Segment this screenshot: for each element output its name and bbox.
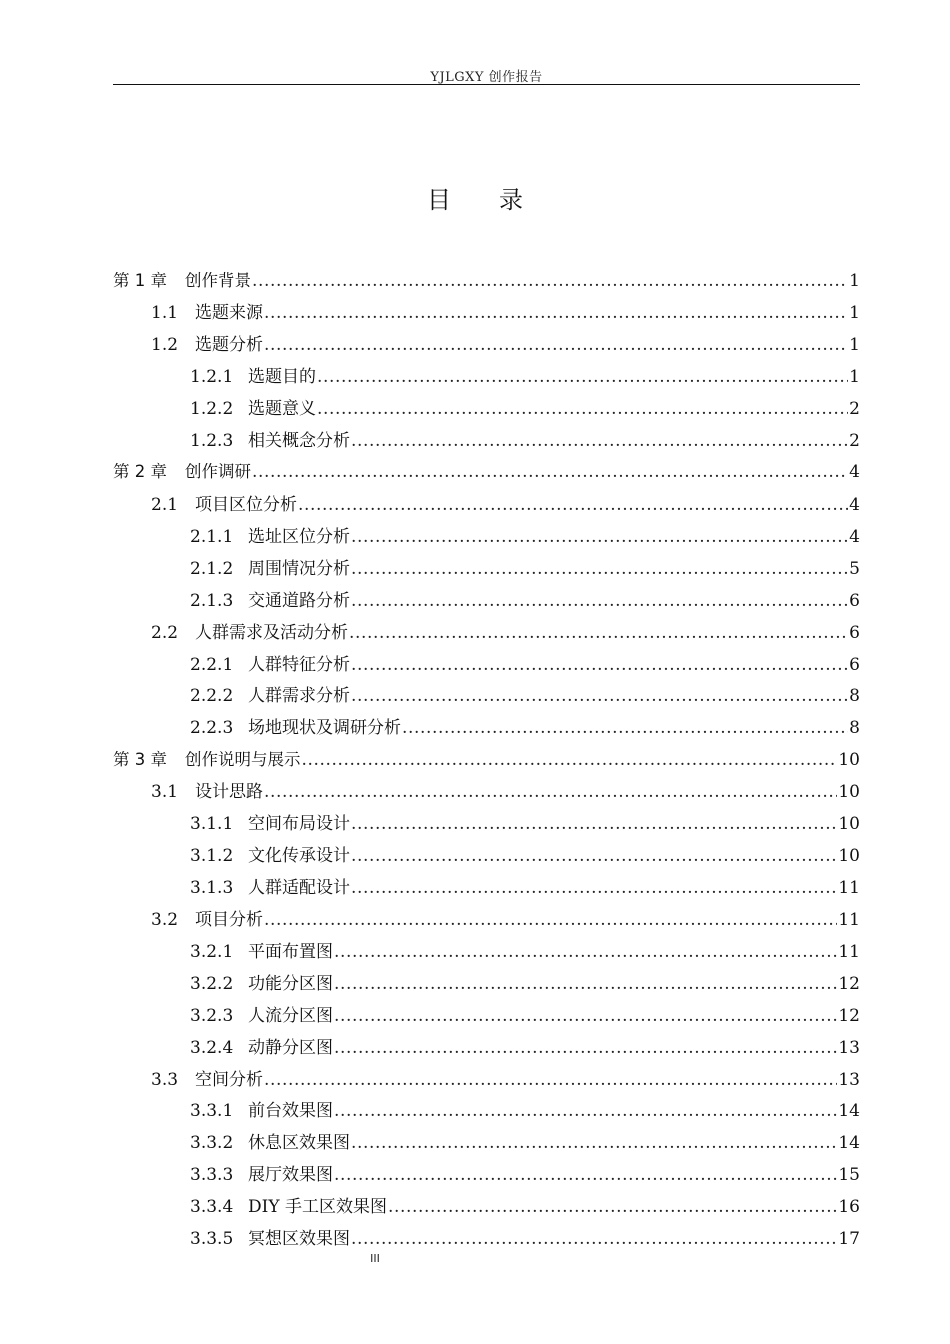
header-rule xyxy=(113,84,860,85)
toc-entry-title: 平面布置图 xyxy=(248,941,333,962)
toc-entry-title: 动静分区图 xyxy=(248,1037,333,1058)
toc-entry-title: 项目分析 xyxy=(195,909,263,930)
toc-dot-leader xyxy=(388,1197,837,1217)
toc-entry-link[interactable] xyxy=(151,777,860,802)
toc-entry-page: 6 xyxy=(849,654,860,675)
toc-dot-leader xyxy=(402,718,848,738)
toc-item xyxy=(113,1061,860,1093)
toc-item xyxy=(113,710,860,742)
toc-entry-page: 17 xyxy=(838,1229,860,1250)
toc-entry-title: 冥想区效果图 xyxy=(248,1229,350,1250)
toc-entry-link[interactable] xyxy=(113,746,860,770)
toc-entry-page: 12 xyxy=(838,973,860,994)
toc-dot-leader xyxy=(351,814,837,834)
toc-entry-link[interactable] xyxy=(190,809,860,834)
toc-item xyxy=(113,359,860,391)
toc-entry-page: 10 xyxy=(838,782,860,803)
toc-item xyxy=(113,997,860,1029)
toc-entry-page: 1 xyxy=(849,270,860,291)
toc-dot-leader xyxy=(351,655,848,675)
toc-entry-number: 2.1.1 xyxy=(190,526,234,547)
toc-entry-link[interactable] xyxy=(190,1128,860,1153)
toc-entry-link[interactable] xyxy=(190,681,860,706)
toc-title-char-2: 录 xyxy=(499,186,523,214)
toc-entry-title: 人群适配设计 xyxy=(248,877,350,898)
toc-entry-link[interactable] xyxy=(151,490,860,515)
toc-entry-title: 创作背景 xyxy=(185,270,251,290)
toc-dot-leader xyxy=(351,591,848,611)
toc-item xyxy=(113,1029,860,1061)
toc-dot-leader xyxy=(351,527,848,547)
toc-dot-leader xyxy=(264,303,848,323)
toc-item xyxy=(113,423,860,455)
toc-item xyxy=(113,327,860,359)
toc-dot-leader xyxy=(351,686,848,706)
toc-entry-link[interactable] xyxy=(190,1001,860,1026)
toc-entry-link[interactable] xyxy=(190,1033,860,1058)
toc-entry-page: 5 xyxy=(849,558,860,579)
toc-entry-link[interactable] xyxy=(151,298,860,323)
toc-entry-page: 1 xyxy=(849,303,860,324)
toc-dot-leader xyxy=(334,1006,837,1026)
toc-dot-leader xyxy=(317,399,848,419)
toc-dot-leader xyxy=(302,750,838,770)
toc-entry-number: 3.3.3 xyxy=(190,1165,234,1186)
running-header: YJLGXY 创作报告 xyxy=(430,70,543,85)
toc-entry-title: 空间分析 xyxy=(195,1069,263,1090)
toc-entry-page: 10 xyxy=(838,846,860,867)
toc-entry-number: 2.2.1 xyxy=(190,654,234,675)
toc-entry-title: 前台效果图 xyxy=(248,1101,333,1122)
toc-entry-number: 3.3.1 xyxy=(190,1101,234,1122)
toc-entry-title: 设计思路 xyxy=(195,782,263,803)
toc-dot-leader xyxy=(264,1070,837,1090)
page-number: III xyxy=(370,1252,380,1265)
toc-entry-number: 3.1.3 xyxy=(190,877,234,898)
toc-dot-leader xyxy=(298,495,848,515)
toc-dot-leader xyxy=(351,1229,837,1249)
toc-entry-page: 13 xyxy=(838,1037,860,1058)
toc-entry-title: 人群特征分析 xyxy=(248,654,350,675)
toc-item xyxy=(113,1093,860,1125)
toc-entry-number: 2.2 xyxy=(151,622,179,643)
toc-dot-leader xyxy=(351,878,837,898)
toc-entry-page: 6 xyxy=(849,590,860,611)
toc-title xyxy=(0,180,950,215)
toc-dot-leader xyxy=(334,1038,837,1058)
toc-item xyxy=(113,550,860,582)
toc-entry-page: 8 xyxy=(849,718,860,739)
toc-item xyxy=(113,806,860,838)
toc-dot-leader xyxy=(334,942,837,962)
toc-entry-title: 人流分区图 xyxy=(248,1005,333,1026)
toc-entry-title: 人群需求及活动分析 xyxy=(195,622,348,643)
toc-entry-title: 创作说明与展示 xyxy=(185,749,301,769)
toc-entry-number: 3.1 xyxy=(151,782,179,803)
toc-entry-link[interactable] xyxy=(113,458,860,482)
toc-entry-title: 选题来源 xyxy=(195,303,263,324)
toc-entry-title: 周围情况分析 xyxy=(248,558,350,579)
toc-item xyxy=(113,582,860,614)
toc-entry-title: 选址区位分析 xyxy=(248,526,350,547)
toc-entry-link[interactable] xyxy=(190,362,860,387)
toc-dot-leader xyxy=(351,559,848,579)
toc-entry-number: 3.2.4 xyxy=(190,1037,234,1058)
toc-entry-page: 12 xyxy=(838,1005,860,1026)
toc-entry-number: 3.2.3 xyxy=(190,1005,234,1026)
toc-item xyxy=(113,742,860,774)
toc-entry-title: 空间布局设计 xyxy=(248,814,350,835)
toc-entry-number: 3.3.4 xyxy=(190,1197,234,1218)
toc-item xyxy=(113,1125,860,1157)
toc-entry-number: 2.1.2 xyxy=(190,558,234,579)
toc-item xyxy=(113,774,860,806)
toc-entry-number: 3.2.1 xyxy=(190,941,234,962)
toc-entry-link[interactable] xyxy=(190,1096,860,1121)
toc-dot-leader xyxy=(334,1165,837,1185)
toc-entry-link[interactable] xyxy=(190,969,860,994)
toc-entry-link[interactable] xyxy=(190,713,860,738)
toc-entry-title: 休息区效果图 xyxy=(248,1133,350,1154)
toc-item xyxy=(113,391,860,423)
toc-dot-leader xyxy=(317,367,848,387)
toc-entry-link[interactable] xyxy=(190,650,860,675)
toc-entry-number: 1.2.1 xyxy=(190,367,234,388)
toc-entry-page: 8 xyxy=(849,686,860,707)
toc-entry-number: 2.2.3 xyxy=(190,718,234,739)
toc-entry-number: 2.1.3 xyxy=(190,590,234,611)
toc-entry-title: 文化传承设计 xyxy=(248,846,350,867)
toc-entry-link[interactable] xyxy=(190,1192,860,1217)
toc-entry-page: 14 xyxy=(838,1101,860,1122)
toc-entry-title: 交通道路分析 xyxy=(248,590,350,611)
toc-entry-page: 10 xyxy=(838,814,860,835)
toc-entry-link[interactable] xyxy=(190,426,860,451)
toc-entry-link[interactable] xyxy=(190,554,860,579)
toc-dot-leader xyxy=(264,910,837,930)
toc-item xyxy=(113,933,860,965)
toc-dot-leader xyxy=(349,623,848,643)
toc-item xyxy=(113,870,860,902)
toc-entry-number: 3.2 xyxy=(151,909,179,930)
toc-entry-number: 1.2 xyxy=(151,335,179,356)
toc-entry-link[interactable] xyxy=(190,394,860,419)
toc-entry-link[interactable] xyxy=(190,586,860,611)
toc-entry-page: 10 xyxy=(838,749,860,770)
toc-entry-page: 4 xyxy=(849,526,860,547)
toc-entry-link[interactable] xyxy=(190,1160,860,1185)
toc-item xyxy=(113,1189,860,1221)
toc-dot-leader xyxy=(351,846,837,866)
toc-entry-link[interactable] xyxy=(190,937,860,962)
toc-entry-page: 6 xyxy=(849,622,860,643)
toc-entry-number: 3.3.2 xyxy=(190,1133,234,1154)
toc-entry-page: 11 xyxy=(838,941,860,962)
toc-dot-leader xyxy=(252,271,848,291)
toc-dot-leader xyxy=(252,462,848,482)
toc-entry-number: 1.2.3 xyxy=(190,431,234,452)
toc-entry-page: 4 xyxy=(849,462,860,483)
toc-entry-link[interactable] xyxy=(151,618,860,643)
toc-item xyxy=(113,678,860,710)
toc-dot-leader xyxy=(351,1133,837,1153)
toc-entry-title: 场地现状及调研分析 xyxy=(248,718,401,739)
toc-item xyxy=(113,614,860,646)
toc-entry-title: 选题分析 xyxy=(195,335,263,356)
toc-entry-title: 相关概念分析 xyxy=(248,431,350,452)
toc-entry-link[interactable] xyxy=(151,330,860,355)
toc-entry-number: 3.3 xyxy=(151,1069,179,1090)
toc-entry-page: 15 xyxy=(838,1165,860,1186)
toc-entry-link[interactable] xyxy=(190,841,860,866)
toc-entry-page: 11 xyxy=(838,877,860,898)
toc-dot-leader xyxy=(264,782,837,802)
toc-item xyxy=(113,838,860,870)
toc-dot-leader xyxy=(351,431,848,451)
toc-item xyxy=(113,486,860,518)
toc-item xyxy=(113,263,860,295)
toc-entry-number: 2.1 xyxy=(151,494,179,515)
toc-item xyxy=(113,455,860,487)
toc-entry-title: 项目区位分析 xyxy=(195,494,297,515)
toc-item xyxy=(113,518,860,550)
toc-item xyxy=(113,1157,860,1189)
toc-entry-number: 3.2.2 xyxy=(190,973,234,994)
toc-entry-page: 1 xyxy=(849,335,860,356)
table-of-contents xyxy=(113,263,860,1253)
toc-entry-page: 4 xyxy=(849,494,860,515)
toc-dot-leader xyxy=(264,335,848,355)
toc-entry-title: 创作调研 xyxy=(185,462,251,482)
toc-item xyxy=(113,965,860,997)
toc-entry-number: 第 3 章 xyxy=(113,749,167,769)
toc-entry-link[interactable] xyxy=(190,1224,860,1249)
toc-entry-page: 14 xyxy=(838,1133,860,1154)
toc-entry-number: 第 2 章 xyxy=(113,462,167,482)
toc-entry-title: 功能分区图 xyxy=(248,973,333,994)
toc-item xyxy=(113,901,860,933)
toc-item xyxy=(113,1221,860,1253)
toc-entry-number: 1.1 xyxy=(151,303,179,324)
toc-entry-page: 13 xyxy=(838,1069,860,1090)
toc-entry-title: DIY 手工区效果图 xyxy=(248,1197,387,1218)
toc-entry-page: 2 xyxy=(849,431,860,452)
toc-entry-title: 展厅效果图 xyxy=(248,1165,333,1186)
toc-entry-link[interactable] xyxy=(190,873,860,898)
toc-entry-number: 第 1 章 xyxy=(113,270,167,290)
toc-item xyxy=(113,646,860,678)
toc-entry-link[interactable] xyxy=(151,1065,860,1090)
toc-entry-title: 选题目的 xyxy=(248,367,316,388)
toc-dot-leader xyxy=(334,974,837,994)
toc-entry-title: 人群需求分析 xyxy=(248,686,350,707)
toc-item xyxy=(113,295,860,327)
toc-title-char-1: 目 xyxy=(427,186,451,214)
toc-dot-leader xyxy=(334,1101,837,1121)
toc-entry-page: 1 xyxy=(849,367,860,388)
toc-entry-number: 1.2.2 xyxy=(190,399,234,420)
toc-entry-title: 选题意义 xyxy=(248,399,316,420)
toc-entry-number: 2.2.2 xyxy=(190,686,234,707)
toc-entry-number: 3.3.5 xyxy=(190,1229,234,1250)
toc-entry-link[interactable] xyxy=(190,522,860,547)
toc-entry-page: 16 xyxy=(838,1197,860,1218)
toc-entry-link[interactable] xyxy=(151,905,860,930)
toc-entry-number: 3.1.1 xyxy=(190,814,234,835)
toc-entry-number: 3.1.2 xyxy=(190,846,234,867)
toc-entry-page: 2 xyxy=(849,399,860,420)
toc-entry-link[interactable] xyxy=(113,267,860,291)
toc-entry-page: 11 xyxy=(838,909,860,930)
